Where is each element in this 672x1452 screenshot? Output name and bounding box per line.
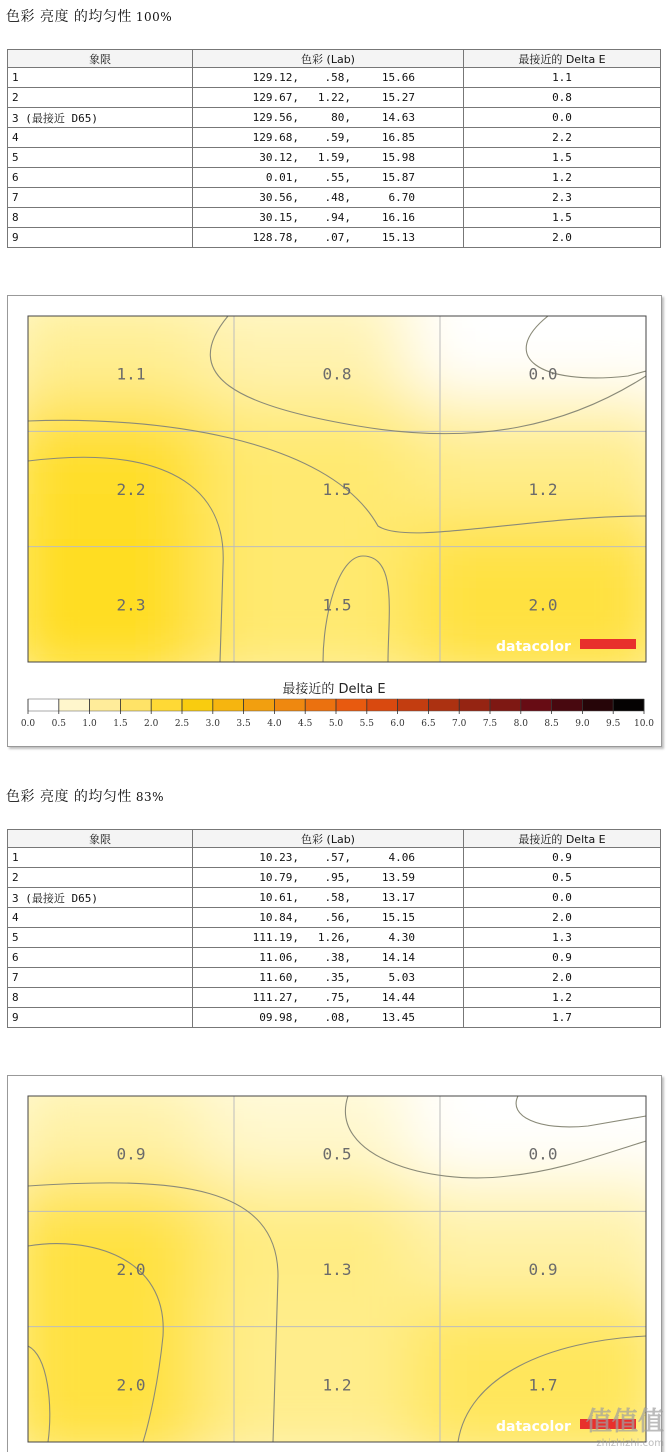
delta-e-label: 1.2 bbox=[528, 480, 558, 499]
lab-a-value: .58, bbox=[324, 891, 351, 904]
table-row bbox=[8, 228, 661, 248]
delta-e-label: 1.2 bbox=[322, 1375, 352, 1395]
quadrant-cell: 2 bbox=[8, 868, 193, 888]
delta-e-cell: 0.0 bbox=[464, 108, 661, 128]
lab-cell bbox=[193, 128, 464, 148]
lab-l-value: 111.27, bbox=[252, 991, 299, 1004]
lab-l-value: 129.67, bbox=[252, 91, 299, 104]
lab-l-value: 129.56, bbox=[252, 111, 299, 124]
lab-b-value: 15.98 bbox=[381, 151, 415, 164]
lab-l-value: 129.12, bbox=[252, 71, 299, 84]
watermark bbox=[586, 1401, 664, 1449]
table-row bbox=[8, 128, 661, 148]
lab-b-value: 15.13 bbox=[381, 231, 415, 244]
lab-cell bbox=[193, 208, 464, 228]
lab-cell bbox=[193, 148, 464, 168]
legend-swatch bbox=[59, 699, 90, 711]
delta-e-label: 1.5 bbox=[322, 595, 352, 615]
quadrant-cell: 6 bbox=[8, 948, 193, 968]
lab-cell bbox=[193, 1008, 464, 1028]
lab-a-value: .75, bbox=[324, 991, 351, 1004]
legend-title: 最接近的 Delta E bbox=[282, 682, 386, 697]
lab-b-value: 6.70 bbox=[388, 191, 415, 204]
table-header-row bbox=[8, 830, 661, 848]
section-percent: 83% bbox=[135, 790, 165, 804]
lab-cell bbox=[193, 928, 464, 948]
lab-l-value: 10.61, bbox=[259, 891, 299, 904]
lab-a-value: .35, bbox=[324, 971, 351, 984]
quadrant-cell: 4 bbox=[8, 128, 193, 148]
lab-l-value: 10.79, bbox=[259, 871, 299, 884]
column-header: 色彩 (Lab) bbox=[193, 50, 464, 68]
lab-l-value: 11.60, bbox=[259, 971, 299, 984]
legend-tick-label: 2.5 bbox=[174, 719, 190, 729]
quadrant-cell: 5 bbox=[8, 928, 193, 948]
legend-tick-label: 6.0 bbox=[390, 719, 405, 729]
lab-cell bbox=[193, 848, 464, 868]
lab-l-value: 10.84, bbox=[259, 911, 299, 924]
lab-l-value: 111.19, bbox=[252, 931, 299, 944]
section-title-text: 色彩 亮度 的均匀性 bbox=[6, 9, 132, 25]
delta-e-cell: 2.0 bbox=[464, 228, 661, 248]
delta-e-cell: 0.5 bbox=[464, 868, 661, 888]
lab-b-value: 4.30 bbox=[388, 931, 415, 944]
delta-e-label: 1.1 bbox=[116, 364, 146, 384]
lab-b-value: 14.14 bbox=[381, 951, 415, 964]
legend-swatch bbox=[552, 699, 583, 711]
lab-a-value: .56, bbox=[324, 911, 351, 924]
legend-tick-label: 1.5 bbox=[113, 719, 128, 729]
table-row bbox=[8, 188, 661, 208]
column-header: 最接近的 Delta E bbox=[464, 830, 661, 848]
lab-b-value: 15.15 bbox=[381, 911, 415, 924]
lab-b-value: 16.16 bbox=[381, 211, 415, 224]
lab-a-value: .95, bbox=[324, 871, 351, 884]
lab-a-value: .57, bbox=[324, 851, 351, 864]
legend-swatch bbox=[90, 699, 121, 711]
legend-swatch bbox=[490, 699, 521, 711]
table-row bbox=[8, 1008, 661, 1028]
lab-a-value: 1.26, bbox=[317, 931, 351, 944]
legend-swatch bbox=[305, 699, 336, 711]
lab-b-value: 15.87 bbox=[381, 171, 415, 184]
delta-e-cell: 0.9 bbox=[464, 848, 661, 868]
watermark-logo: 值值值 bbox=[585, 1407, 664, 1437]
legend-swatch bbox=[120, 699, 151, 711]
delta-e-cell: 2.3 bbox=[464, 188, 661, 208]
quadrant-cell: 7 bbox=[8, 968, 193, 988]
uniformity-map-panel-2 bbox=[7, 1075, 662, 1452]
legend-tick-label: 5.5 bbox=[359, 719, 374, 729]
lab-cell bbox=[193, 68, 464, 88]
lab-l-value: 11.06, bbox=[259, 951, 299, 964]
table-row bbox=[8, 88, 661, 108]
legend-tick-label: 10.0 bbox=[633, 719, 655, 729]
legend-swatch bbox=[459, 699, 490, 711]
delta-e-label: 0.9 bbox=[528, 1260, 558, 1279]
column-header: 最接近的 Delta E bbox=[464, 50, 661, 68]
delta-e-cell: 1.3 bbox=[464, 928, 661, 948]
delta-e-label: 2.0 bbox=[116, 1260, 146, 1279]
quadrant-cell: 4 bbox=[8, 908, 193, 928]
delta-e-label: 0.9 bbox=[116, 1144, 146, 1164]
table-row bbox=[8, 848, 661, 868]
lab-a-value: .38, bbox=[324, 951, 351, 964]
lab-cell bbox=[193, 88, 464, 108]
legend-swatch bbox=[613, 699, 644, 711]
lab-cell bbox=[193, 868, 464, 888]
quadrant-cell: 3 (最接近 D65) bbox=[8, 888, 193, 908]
delta-e-label: 2.0 bbox=[116, 1375, 146, 1395]
lab-l-value: 10.23, bbox=[259, 851, 299, 864]
delta-e-cell: 0.0 bbox=[464, 888, 661, 908]
legend-tick-label: 5.0 bbox=[328, 719, 344, 729]
delta-e-label: 1.3 bbox=[322, 1260, 352, 1279]
table-row bbox=[8, 928, 661, 948]
section-title-2 bbox=[6, 786, 164, 806]
legend-tick-label: 8.0 bbox=[513, 719, 528, 729]
lab-l-value: 30.15, bbox=[259, 211, 299, 224]
lab-cell bbox=[193, 948, 464, 968]
lab-a-value: 1.22, bbox=[317, 91, 351, 104]
lab-l-value: 128.78, bbox=[252, 231, 299, 244]
table-row bbox=[8, 868, 661, 888]
legend-tick-label: 7.0 bbox=[452, 719, 467, 729]
quadrant-cell: 1 bbox=[8, 68, 193, 88]
lab-cell bbox=[193, 988, 464, 1008]
table-row bbox=[8, 148, 661, 168]
quadrant-cell: 6 bbox=[8, 168, 193, 188]
uniformity-map-panel-1 bbox=[7, 295, 662, 747]
lab-b-value: 15.27 bbox=[381, 91, 415, 104]
table-row bbox=[8, 968, 661, 988]
legend-swatch bbox=[182, 699, 213, 711]
legend-tick-label: 2.0 bbox=[144, 719, 159, 729]
quadrant-cell: 1 bbox=[8, 848, 193, 868]
legend-tick-label: 0.0 bbox=[20, 719, 36, 729]
lab-a-value: .58, bbox=[324, 71, 351, 84]
legend-swatch bbox=[521, 699, 552, 711]
lab-b-value: 14.44 bbox=[381, 991, 415, 1004]
lab-a-value: .07, bbox=[324, 231, 351, 244]
quadrant-cell: 8 bbox=[8, 988, 193, 1008]
delta-e-cell: 1.2 bbox=[464, 168, 661, 188]
legend-swatch bbox=[398, 699, 429, 711]
lab-b-value: 15.66 bbox=[381, 71, 415, 84]
legend-swatch bbox=[28, 699, 59, 711]
table-row bbox=[8, 68, 661, 88]
delta-e-cell: 2.0 bbox=[464, 968, 661, 988]
watermark-url: zhizhizhi.com bbox=[596, 1438, 664, 1449]
legend-swatch bbox=[274, 699, 305, 711]
quadrant-cell: 3 (最接近 D65) bbox=[8, 108, 193, 128]
quadrant-cell: 2 bbox=[8, 88, 193, 108]
lab-l-value: 30.12, bbox=[259, 151, 299, 164]
column-header: 色彩 (Lab) bbox=[193, 830, 464, 848]
legend-tick-label: 1.0 bbox=[82, 719, 97, 729]
delta-e-label: 2.2 bbox=[116, 480, 146, 499]
legend-swatch bbox=[213, 699, 244, 711]
lab-a-value: .55, bbox=[324, 171, 351, 184]
delta-e-label: 2.3 bbox=[116, 595, 146, 615]
delta-e-label: 0.5 bbox=[322, 1144, 352, 1164]
legend-tick-label: 7.5 bbox=[482, 719, 498, 729]
lab-cell bbox=[193, 188, 464, 208]
column-header: 象限 bbox=[8, 830, 193, 848]
table-row bbox=[8, 888, 661, 908]
legend-swatch bbox=[582, 699, 613, 711]
lab-cell bbox=[193, 168, 464, 188]
lab-b-value: 13.45 bbox=[381, 1011, 415, 1024]
lab-b-value: 5.03 bbox=[388, 971, 415, 984]
lab-b-value: 13.17 bbox=[381, 891, 415, 904]
table-row bbox=[8, 208, 661, 228]
quadrant-cell: 9 bbox=[8, 228, 193, 248]
delta-e-label: 2.0 bbox=[528, 595, 558, 615]
section-title-1 bbox=[6, 6, 172, 26]
delta-e-cell: 1.1 bbox=[464, 68, 661, 88]
table-row bbox=[8, 988, 661, 1008]
delta-e-label: 0.8 bbox=[322, 364, 352, 384]
lab-b-value: 13.59 bbox=[381, 871, 415, 884]
legend-tick-label: 9.0 bbox=[575, 719, 590, 729]
quadrant-cell: 5 bbox=[8, 148, 193, 168]
legend-tick-label: 4.0 bbox=[267, 719, 282, 729]
legend-tick-label: 0.5 bbox=[51, 719, 66, 729]
lab-cell bbox=[193, 228, 464, 248]
delta-e-cell: 2.2 bbox=[464, 128, 661, 148]
table-row bbox=[8, 908, 661, 928]
legend-swatch bbox=[428, 699, 459, 711]
table-header-row bbox=[8, 50, 661, 68]
delta-e-cell: 1.7 bbox=[464, 1008, 661, 1028]
lab-cell bbox=[193, 968, 464, 988]
lab-l-value: 129.68, bbox=[252, 131, 299, 144]
lab-l-value: 0.01, bbox=[265, 171, 299, 184]
lab-cell bbox=[193, 108, 464, 128]
lab-a-value: .08, bbox=[324, 1011, 351, 1024]
lab-l-value: 30.56, bbox=[259, 191, 299, 204]
legend-tick-label: 4.5 bbox=[298, 719, 313, 729]
lab-a-value: 1.59, bbox=[317, 151, 351, 164]
legend-tick-label: 3.5 bbox=[236, 719, 251, 729]
lab-l-value: 09.98, bbox=[259, 1011, 299, 1024]
lab-b-value: 4.06 bbox=[388, 851, 415, 864]
lab-cell bbox=[193, 888, 464, 908]
legend-tick-label: 8.5 bbox=[544, 719, 559, 729]
delta-e-cell: 2.0 bbox=[464, 908, 661, 928]
quadrant-cell: 8 bbox=[8, 208, 193, 228]
brand-bar bbox=[580, 639, 636, 649]
legend-tick-label: 6.5 bbox=[421, 719, 436, 729]
delta-e-cell: 1.5 bbox=[464, 148, 661, 168]
lab-table-1 bbox=[7, 49, 661, 248]
quadrant-cell: 7 bbox=[8, 188, 193, 208]
legend-swatch bbox=[367, 699, 398, 711]
legend-swatch bbox=[244, 699, 275, 711]
legend-tick-label: 9.5 bbox=[606, 719, 621, 729]
table-row bbox=[8, 948, 661, 968]
lab-b-value: 16.85 bbox=[381, 131, 415, 144]
legend-swatch bbox=[336, 699, 367, 711]
delta-e-cell: 0.8 bbox=[464, 88, 661, 108]
legend-tick-label: 3.0 bbox=[205, 719, 220, 729]
delta-e-cell: 1.5 bbox=[464, 208, 661, 228]
table-row bbox=[8, 108, 661, 128]
uniformity-map-2 bbox=[8, 1076, 661, 1452]
section-title-text: 色彩 亮度 的均匀性 bbox=[6, 789, 132, 805]
brand-logo: datacolor bbox=[496, 1419, 571, 1435]
section-percent: 100% bbox=[135, 10, 173, 24]
lab-a-value: .59, bbox=[324, 131, 351, 144]
legend-swatch bbox=[151, 699, 182, 711]
uniformity-map-1 bbox=[8, 296, 661, 746]
delta-e-label: 0.0 bbox=[528, 1144, 558, 1164]
quadrant-cell: 9 bbox=[8, 1008, 193, 1028]
lab-a-value: .48, bbox=[324, 191, 351, 204]
lab-a-value: 80, bbox=[331, 111, 351, 124]
delta-e-cell: 0.9 bbox=[464, 948, 661, 968]
lab-a-value: .94, bbox=[324, 211, 351, 224]
table-row bbox=[8, 168, 661, 188]
delta-e-label: 1.5 bbox=[322, 480, 352, 499]
column-header: 象限 bbox=[8, 50, 193, 68]
lab-cell bbox=[193, 908, 464, 928]
brand-logo: datacolor bbox=[496, 639, 571, 655]
delta-e-cell: 1.2 bbox=[464, 988, 661, 1008]
delta-e-label: 1.7 bbox=[528, 1375, 558, 1395]
delta-e-label: 0.0 bbox=[528, 364, 558, 384]
lab-table-2 bbox=[7, 829, 661, 1028]
lab-b-value: 14.63 bbox=[381, 111, 415, 124]
